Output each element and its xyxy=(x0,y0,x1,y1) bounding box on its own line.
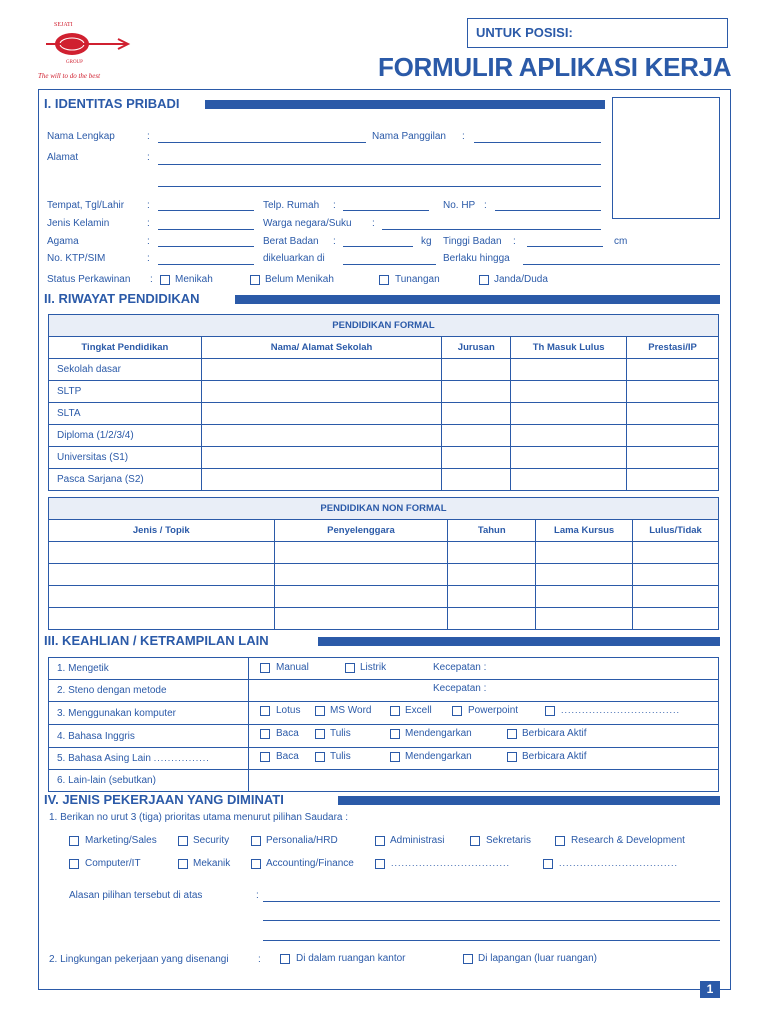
nama-lengkap-field[interactable] xyxy=(158,142,366,143)
komputer-other-dots[interactable]: .................................. xyxy=(561,705,681,715)
skill-row-label: 4. Bahasa Inggris xyxy=(49,725,249,748)
skill-row-label-text: 5. Bahasa Asing Lain xyxy=(57,753,151,764)
question-2: 2. Lingkungan pekerjaan yang disenangi xyxy=(49,954,229,965)
table-cell[interactable] xyxy=(201,403,442,425)
mengetik-listrik-label: Listrik xyxy=(360,662,387,673)
table-cell[interactable] xyxy=(49,564,275,586)
job-security-checkbox[interactable] xyxy=(178,836,188,846)
asing-berbicara-label: Berbicara Aktif xyxy=(522,751,587,762)
colon: : xyxy=(147,253,150,264)
skill-row-label: 1. Mengetik xyxy=(49,658,249,680)
table-cell[interactable] xyxy=(511,381,627,403)
table-cell[interactable] xyxy=(442,425,511,447)
mengetik-manual-label: Manual xyxy=(276,662,309,673)
job-accounting-label: Accounting/Finance xyxy=(266,858,354,869)
colon: : xyxy=(372,218,375,229)
photo-box[interactable] xyxy=(612,97,720,219)
formal-row-label: Universitas (S1) xyxy=(49,447,202,469)
table-cell[interactable] xyxy=(49,586,275,608)
inggris-baca-label: Baca xyxy=(276,728,299,739)
formal-row-label: SLTP xyxy=(49,381,202,403)
logo-tagline: The will to do the best xyxy=(38,72,101,80)
formal-row-label: Sekolah dasar xyxy=(49,359,202,381)
table-cell[interactable] xyxy=(633,608,719,630)
colon: : xyxy=(513,236,516,247)
table-cell[interactable] xyxy=(201,425,442,447)
formal-header-prestasi: Prestasi/IP xyxy=(627,337,719,359)
status-belum-menikah-label: Belum Menikah xyxy=(265,274,334,285)
table-cell[interactable] xyxy=(536,542,633,564)
skills-table xyxy=(48,657,719,792)
lingkungan-kantor-label: Di dalam ruangan kantor xyxy=(296,953,406,964)
colon: : xyxy=(258,954,261,965)
table-cell[interactable] xyxy=(442,403,511,425)
colon: : xyxy=(147,152,150,163)
skill-row-label: 6. Lain-lain (sebutkan) xyxy=(49,770,249,792)
label-agama: Agama xyxy=(47,236,79,247)
table-cell[interactable] xyxy=(633,586,719,608)
komputer-powerpoint-checkbox[interactable] xyxy=(452,706,462,716)
asing-berbicara-checkbox[interactable] xyxy=(507,752,517,762)
label-no-hp: No. HP xyxy=(443,200,476,211)
table-cell[interactable] xyxy=(442,381,511,403)
formal-header-th-masuk: Th Masuk Lulus xyxy=(511,337,627,359)
status-tunangan-checkbox[interactable] xyxy=(379,275,389,285)
telp-rumah-field[interactable] xyxy=(343,210,429,211)
nonformal-header-penyelenggara: Penyelenggara xyxy=(274,520,448,542)
logo-emblem-icon xyxy=(36,30,136,58)
table-cell[interactable] xyxy=(442,359,511,381)
mengetik-manual-checkbox[interactable] xyxy=(260,663,270,673)
job-research-label: Research & Development xyxy=(571,835,685,846)
table-cell[interactable] xyxy=(627,447,719,469)
inggris-tulis-label: Tulis xyxy=(330,728,351,739)
colon: : xyxy=(333,236,336,247)
table-cell[interactable] xyxy=(201,469,442,491)
section4-title: IV. JENIS PEKERJAAN YANG DIMINATI xyxy=(44,792,288,807)
job-personalia-label: Personalia/HRD xyxy=(266,835,338,846)
job-accounting-checkbox[interactable] xyxy=(251,859,261,869)
table-cell[interactable] xyxy=(49,608,275,630)
alamat-field-2[interactable] xyxy=(158,186,601,187)
label-berlaku: Berlaku hingga xyxy=(443,253,510,264)
formal-education-table xyxy=(48,314,719,491)
label-berat-badan: Berat Badan xyxy=(263,236,319,247)
table-row xyxy=(49,586,719,608)
table-cell[interactable] xyxy=(627,469,719,491)
table-row xyxy=(49,564,719,586)
colon: : xyxy=(147,131,150,142)
page-number: 1 xyxy=(706,982,714,996)
job-computer-checkbox[interactable] xyxy=(69,859,79,869)
logo-top-text: SEJATI xyxy=(54,22,73,28)
table-cell[interactable] xyxy=(448,542,536,564)
colon: : xyxy=(150,274,153,285)
label-tempat-tgl-lahir: Tempat, Tgl/Lahir xyxy=(47,200,125,211)
inggris-berbicara-label: Berbicara Aktif xyxy=(522,728,587,739)
company-logo xyxy=(36,22,146,84)
colon: : xyxy=(147,218,150,229)
page-number-badge xyxy=(700,981,720,998)
form-title: FORMULIR APLIKASI KERJA xyxy=(378,52,732,82)
nonformal-education-table xyxy=(48,497,719,630)
table-cell[interactable] xyxy=(536,586,633,608)
label-alamat: Alamat xyxy=(47,152,79,163)
label-warga-negara: Warga negara/Suku xyxy=(263,218,352,229)
table-cell[interactable] xyxy=(536,564,633,586)
job-security-label: Security xyxy=(193,835,230,846)
inggris-baca-checkbox[interactable] xyxy=(260,729,270,739)
label-cm: cm xyxy=(614,236,628,247)
nonformal-header-tahun: Tahun xyxy=(448,520,536,542)
table-cell[interactable] xyxy=(274,564,448,586)
label-telp-rumah: Telp. Rumah xyxy=(263,200,320,211)
lingkungan-kantor-checkbox[interactable] xyxy=(280,954,290,964)
formal-header-tingkat: Tingkat Pendidikan xyxy=(49,337,202,359)
job-research-checkbox[interactable] xyxy=(555,836,565,846)
tinggi-badan-field[interactable] xyxy=(527,246,603,247)
table-cell[interactable] xyxy=(511,359,627,381)
label-tinggi-badan: Tinggi Badan xyxy=(443,236,502,247)
lingkungan-lapangan-checkbox[interactable] xyxy=(463,954,473,964)
alasan-field-1[interactable] xyxy=(263,901,720,902)
formal-row-label: Diploma (1/2/3/4) xyxy=(49,425,202,447)
label-dikeluarkan: dikeluarkan di xyxy=(263,253,325,264)
alasan-field-2[interactable] xyxy=(263,920,720,921)
formal-row-label: SLTA xyxy=(49,403,202,425)
status-janda-duda-checkbox[interactable] xyxy=(479,275,489,285)
asing-baca-label: Baca xyxy=(276,751,299,762)
status-menikah-checkbox[interactable] xyxy=(160,275,170,285)
table-cell[interactable] xyxy=(274,586,448,608)
job-computer-label: Computer/IT xyxy=(85,858,141,869)
table-cell[interactable] xyxy=(511,447,627,469)
mengetik-kecepatan-label: Kecepatan : xyxy=(433,662,487,673)
job-other1-dots[interactable]: .................................. xyxy=(391,858,511,868)
mengetik-listrik-checkbox[interactable] xyxy=(345,663,355,673)
job-marketing-label: Marketing/Sales xyxy=(85,835,157,846)
table-row xyxy=(49,425,719,447)
jenis-kelamin-field[interactable] xyxy=(158,229,254,230)
nonformal-header-lama: Lama Kursus xyxy=(536,520,633,542)
table-row xyxy=(49,359,719,381)
skill-row-label: 3. Menggunakan komputer xyxy=(49,702,249,725)
job-sekretaris-checkbox[interactable] xyxy=(470,836,480,846)
table-row xyxy=(49,381,719,403)
label-nama-panggilan: Nama Panggilan xyxy=(372,131,446,142)
formal-table-title: PENDIDIKAN FORMAL xyxy=(49,315,719,337)
table-cell[interactable] xyxy=(448,564,536,586)
komputer-other-checkbox[interactable] xyxy=(545,706,555,716)
table-cell[interactable] xyxy=(448,586,536,608)
lingkungan-lapangan-label: Di lapangan (luar ruangan) xyxy=(478,953,597,964)
position-label: UNTUK POSISI: xyxy=(476,25,573,40)
komputer-msword-checkbox[interactable] xyxy=(315,706,325,716)
section1-title: I. IDENTITAS PRIBADI xyxy=(44,96,184,111)
skill-row-label: 2. Steno dengan metode xyxy=(49,680,249,702)
table-cell[interactable] xyxy=(49,542,275,564)
berat-badan-field[interactable] xyxy=(343,246,413,247)
colon: : xyxy=(484,200,487,211)
alamat-field-1[interactable] xyxy=(158,164,601,165)
section3-bar xyxy=(318,637,720,646)
job-personalia-checkbox[interactable] xyxy=(251,836,261,846)
job-administrasi-checkbox[interactable] xyxy=(375,836,385,846)
tempat-tgl-lahir-field[interactable] xyxy=(158,210,254,211)
section1-bar xyxy=(205,100,605,109)
label-no-ktp: No. KTP/SIM xyxy=(47,253,106,264)
asing-tulis-label: Tulis xyxy=(330,751,351,762)
nonformal-table-title: PENDIDIKAN NON FORMAL xyxy=(49,498,719,520)
asing-mendengarkan-label: Mendengarkan xyxy=(405,751,472,762)
dikeluarkan-field[interactable] xyxy=(343,264,436,265)
inggris-berbicara-checkbox[interactable] xyxy=(507,729,517,739)
alasan-field-3[interactable] xyxy=(263,940,720,941)
section4-bar xyxy=(338,796,720,805)
section3-title: III. KEAHLIAN / KETRAMPILAN LAIN xyxy=(44,633,273,648)
job-sekretaris-label: Sekretaris xyxy=(486,835,532,846)
section2-title: II. RIWAYAT PENDIDIKAN xyxy=(44,291,204,306)
berlaku-field[interactable] xyxy=(523,264,720,265)
table-cell[interactable] xyxy=(442,447,511,469)
table-cell[interactable] xyxy=(633,542,719,564)
steno-kecepatan-label: Kecepatan : xyxy=(433,683,487,694)
table-cell[interactable] xyxy=(627,359,719,381)
komputer-lotus-checkbox[interactable] xyxy=(260,706,270,716)
nonformal-header-jenis: Jenis / Topik xyxy=(49,520,275,542)
table-cell[interactable] xyxy=(274,608,448,630)
komputer-lotus-label: Lotus xyxy=(276,705,301,716)
asing-baca-checkbox[interactable] xyxy=(260,752,270,762)
table-cell[interactable] xyxy=(511,469,627,491)
komputer-excell-label: Excell xyxy=(405,705,432,716)
inggris-mendengarkan-label: Mendengarkan xyxy=(405,728,472,739)
table-cell[interactable] xyxy=(536,608,633,630)
warga-negara-field[interactable] xyxy=(382,229,601,230)
job-marketing-checkbox[interactable] xyxy=(69,836,79,846)
table-cell[interactable] xyxy=(511,403,627,425)
section2-bar xyxy=(235,295,720,304)
komputer-msword-label: MS Word xyxy=(330,705,372,716)
table-cell[interactable] xyxy=(201,381,442,403)
inggris-tulis-checkbox[interactable] xyxy=(315,729,325,739)
table-row xyxy=(49,608,719,630)
status-tunangan-label: Tunangan xyxy=(395,274,440,285)
logo-bottom-text: GROUP xyxy=(66,60,83,65)
question-1: 1. Berikan no urut 3 (tiga) prioritas utama menurut pilihan Saudara : xyxy=(49,812,349,823)
table-row xyxy=(49,403,719,425)
job-other2-checkbox[interactable] xyxy=(543,859,553,869)
skill-row-label xyxy=(49,748,249,770)
label-kg: kg xyxy=(421,236,432,247)
formal-header-jurusan: Jurusan xyxy=(442,337,511,359)
colon: : xyxy=(256,890,259,901)
komputer-excell-checkbox[interactable] xyxy=(390,706,400,716)
status-janda-duda-label: Janda/Duda xyxy=(494,274,548,285)
table-cell[interactable] xyxy=(442,469,511,491)
position-box[interactable] xyxy=(467,18,728,48)
table-cell[interactable] xyxy=(627,381,719,403)
job-administrasi-label: Administrasi xyxy=(390,835,445,846)
agama-field[interactable] xyxy=(158,246,254,247)
job-mekanik-checkbox[interactable] xyxy=(178,859,188,869)
nonformal-header-lulus: Lulus/Tidak xyxy=(633,520,719,542)
label-status: Status Perkawinan xyxy=(47,274,131,285)
table-cell[interactable] xyxy=(201,359,442,381)
skill-row-dots: ................ xyxy=(153,753,210,763)
colon: : xyxy=(333,200,336,211)
formal-header-nama: Nama/ Alamat Sekolah xyxy=(201,337,442,359)
formal-row-label: Pasca Sarjana (S2) xyxy=(49,469,202,491)
status-belum-menikah-checkbox[interactable] xyxy=(250,275,260,285)
nama-panggilan-field[interactable] xyxy=(474,142,601,143)
colon: : xyxy=(147,236,150,247)
label-jenis-kelamin: Jenis Kelamin xyxy=(47,218,110,229)
alasan-label: Alasan pilihan tersebut di atas xyxy=(69,890,203,901)
table-row xyxy=(49,469,719,491)
status-menikah-label: Menikah xyxy=(175,274,213,285)
asing-tulis-checkbox[interactable] xyxy=(315,752,325,762)
table-row xyxy=(49,447,719,469)
job-other1-checkbox[interactable] xyxy=(375,859,385,869)
komputer-powerpoint-label: Powerpoint xyxy=(468,705,519,716)
asing-mendengarkan-checkbox[interactable] xyxy=(390,752,400,762)
table-cell[interactable] xyxy=(627,403,719,425)
colon: : xyxy=(462,131,465,142)
job-other2-dots[interactable]: .................................. xyxy=(559,858,679,868)
table-cell[interactable] xyxy=(201,447,442,469)
colon: : xyxy=(147,200,150,211)
no-ktp-field[interactable] xyxy=(158,264,254,265)
table-cell[interactable] xyxy=(511,425,627,447)
table-row xyxy=(49,542,719,564)
table-cell[interactable] xyxy=(274,542,448,564)
label-nama-lengkap: Nama Lengkap xyxy=(47,131,115,142)
no-hp-field[interactable] xyxy=(495,210,601,211)
skill-cell[interactable] xyxy=(249,770,719,792)
table-cell[interactable] xyxy=(627,425,719,447)
inggris-mendengarkan-checkbox[interactable] xyxy=(390,729,400,739)
table-cell[interactable] xyxy=(633,564,719,586)
job-mekanik-label: Mekanik xyxy=(193,858,231,869)
table-cell[interactable] xyxy=(448,608,536,630)
